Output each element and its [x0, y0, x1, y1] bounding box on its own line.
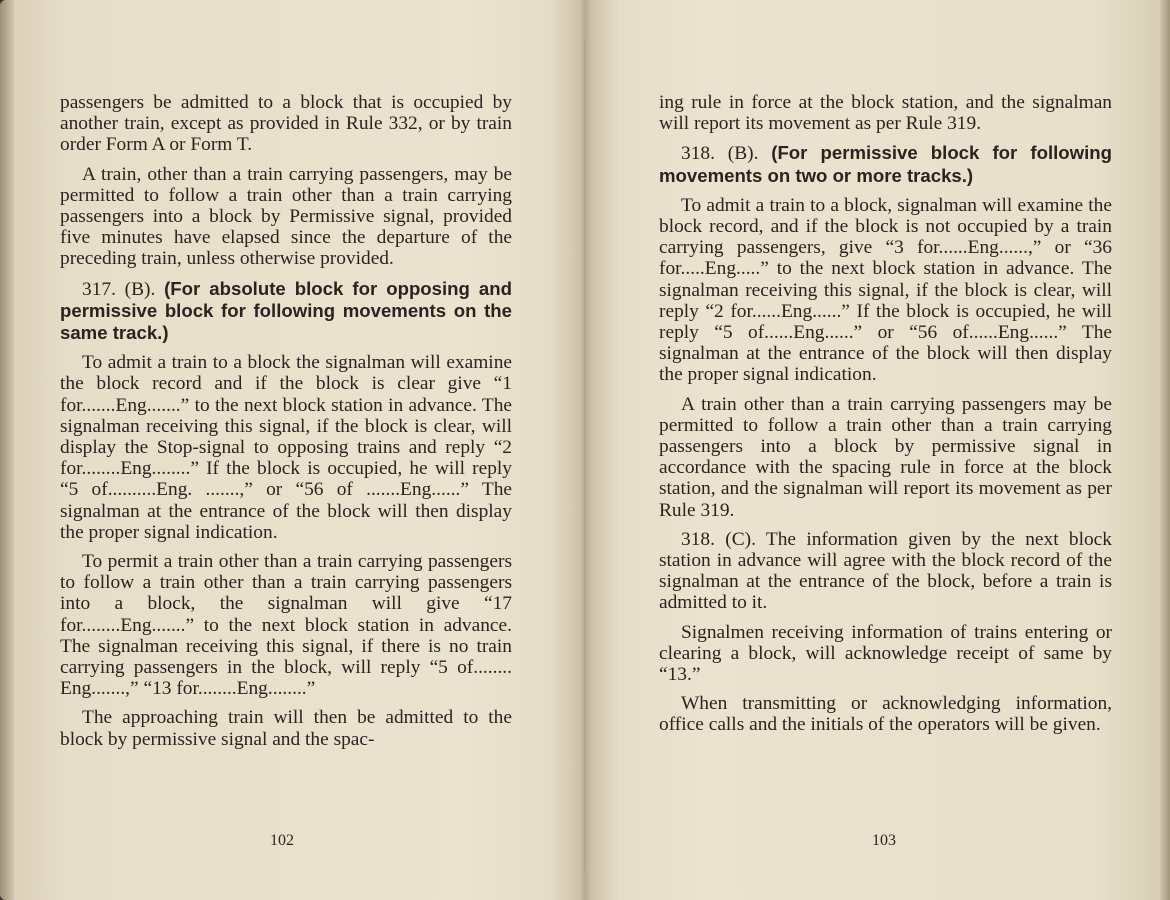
page-number: 102: [270, 832, 294, 849]
rule-318b-heading: [659, 142, 1112, 186]
binding-gutter: [584, 40, 588, 870]
paragraph: A train other than a train carrying passengers may be permitted to follow a train other than a train carrying passengers into a block by permissive signal in accordance with the spacing rule in force at the block station, and the signalman will report its movement as per Rule 319.: [659, 393, 1112, 521]
right-page: [659, 92, 1112, 744]
paragraph: ing rule in force at the block station, and the signalman will report its movement as per Rule 319.: [659, 92, 1112, 135]
paragraph: 318. (C). The information given by the next block station in advance will agree with the block record of the signalman at the entrance of the block, before a train is admitted to it.: [659, 528, 1112, 614]
paragraph: passengers be admitted to a block that is occupied by another train, except as provided in Rule 332, or by train order Form A or Form T.: [60, 92, 512, 156]
rule-heading: (For absolute block for opposing and permissive block for following movements on the same track.): [60, 277, 512, 344]
rule-317-heading: [60, 278, 512, 345]
paragraph: A train, other than a train carrying passengers, may be permitted to follow a train other than a train carrying passengers into a block by Permissive signal, provided five minutes have elapsed since the departure of the preceding train, unless otherwise provided.: [60, 163, 512, 270]
left-page-edge: [0, 0, 14, 900]
rule-heading: (For permissive block for following movements on two or more tracks.): [659, 142, 1112, 186]
paragraph: Signalmen receiving information of trains entering or clearing a block, will acknowledge receipt of same by “13.”: [659, 621, 1112, 686]
page-number: 103: [872, 832, 896, 849]
paragraph: When transmitting or acknowledging information, office calls and the initials of the operators will be given.: [659, 693, 1112, 736]
rule-number: 317. (B).: [82, 278, 156, 300]
paragraph: To admit a train to a block, signalman will examine the block record, and if the block is not occupied by a train carrying passengers, give “3 for......Eng......,” or “36 for.....Eng.....” to the next block station in advance. The signalman receiving this signal, if the block is clear, will reply “2 for......Eng......” If the block is occupied, he will reply “5 of......Eng......” or “56 of......Eng......” The signalman at the entrance of the block will then display the proper signal indication.: [659, 194, 1112, 386]
left-page: [60, 92, 512, 758]
paragraph: To permit a train other than a train carrying passengers to follow a train other than a train carrying passengers into a block, the signalman will give “17 for........Eng.......” to the next block station in advance. The signalman receiving this signal, if there is no train carrying passengers in the block, will reply “5 of........ Eng.......,” “13 for........Eng........”: [60, 551, 512, 700]
paragraph: To admit a train to a block the signalman will examine the block record and if the block is clear give “1 for.......Eng.......” to the next block station in advance. The signalman receiving this signal, if the block is clear, will display the Stop-signal to opposing trains and reply “2 for........Eng........” If the block is occupied, he will reply “5 of..........Eng. .......,” or “56 of .......Eng......” The signalman at the entrance of the block will then display the proper signal indication.: [60, 352, 512, 543]
paragraph: The approaching train will then be admitted to the block by permissive signal and the spac-: [60, 707, 512, 750]
rule-number: 318. (B).: [681, 143, 759, 165]
right-page-edge: [1160, 0, 1170, 900]
